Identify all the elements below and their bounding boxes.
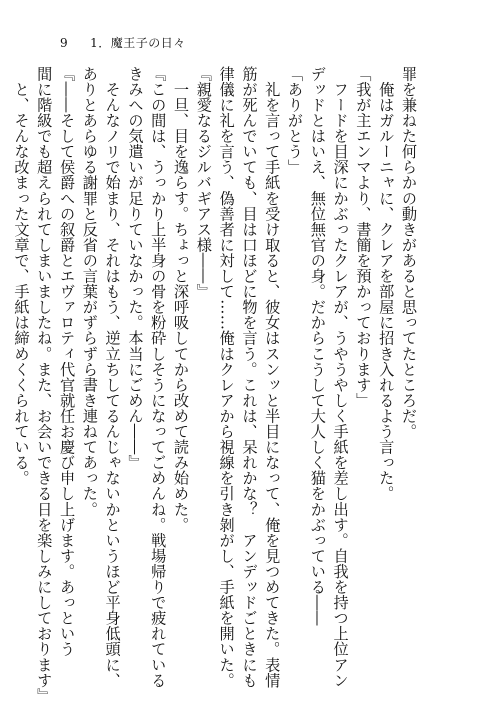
text-line: 『この間は、うっかり上半身の骨を粉砕しそうになってごめんね。戦場帰りで疲れている — [149, 66, 168, 688]
text-line: と、そんな改まった文章で、手紙は締めくくられている。 — [12, 66, 31, 486]
chapter-title: 1．魔王子の日々 — [90, 36, 186, 50]
text-line: そんなノリで始まり、それはもう、逆立ちしてるんじゃないかというほど平身低頭に、 — [103, 66, 122, 688]
text-line: 俺はガルーニャに、クレアを部屋に招き入れるよう言った。 — [377, 66, 396, 502]
text-line: きみへの気遣いが足りていなかった。本当にごめん――』 — [126, 66, 145, 471]
text-line: 律儀に礼を言う、偽善者に対して……俺はクレアから視線を引き剝がし、手紙を開いた。 — [217, 66, 236, 688]
text-line: 『親愛なるジルバギアス様――』 — [194, 66, 213, 300]
text-line: フードを目深にかぶったクレアが、うやうやしく手紙を差し出す。自我を持つ上位アン — [331, 66, 350, 688]
text-line: 筋が死んでいても、目は口ほどに物を言う。これは、呆れかな？ アンデッドごときにも — [240, 66, 259, 688]
running-head — [60, 36, 186, 50]
text-line: 礼を言って手紙を受け取ると、彼女はスンッと半目になって、俺を見つめてきた。表情 — [263, 66, 282, 688]
text-line: 「我が主エンマより、書簡を預かっております」 — [354, 66, 373, 409]
page-number: 9 — [60, 36, 69, 50]
vertical-text-body — [12, 66, 420, 704]
text-line: 『――そして侯爵への叙爵とエヴァロティ代官就任お慶び申し上げます。あっという — [58, 66, 77, 657]
text-line: 罪を兼ねた何らかの動きがあると思ってたところだ。 — [400, 66, 418, 440]
text-line: 「ありがとう」 — [286, 66, 305, 175]
text-line: ありとあらゆる謝罪と反省の言葉がずらずら書き連ねてあった。 — [80, 66, 99, 517]
text-line: デッドとはいえ、無位無官の身。だからこうして大人しく猫をかぶっている―― — [308, 66, 327, 626]
text-line: 一旦、目を逸らす。ちょっと深呼吸してから改めて読み始めた。 — [172, 66, 191, 533]
text-line: 間に階級でも超えられてしまいましたね。また、お会いできる日を楽しみにしております』 — [35, 66, 54, 704]
